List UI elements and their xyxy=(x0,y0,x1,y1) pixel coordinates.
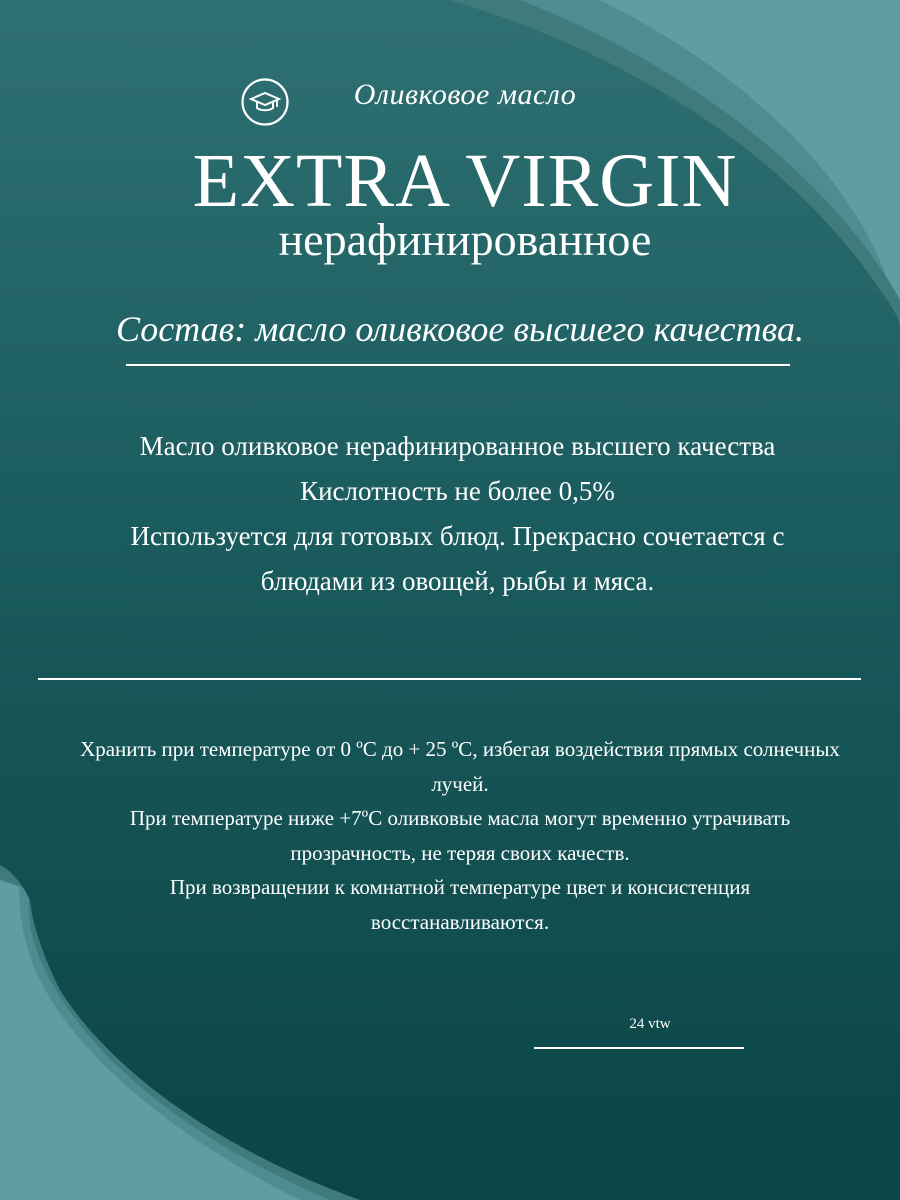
storage-instructions xyxy=(80,732,840,939)
storage-line: При возвращении к комнатной температуре цвет и консистенция восстанавливаются. xyxy=(169,875,751,934)
description-line: Используется для готовых блюд. Прекрасно сочетается с блюдами из овощей, рыбы и мяса. xyxy=(130,521,785,596)
product-type: Оливковое масло xyxy=(353,78,577,111)
page-subtitle: нерафинированное xyxy=(278,214,652,265)
graduation-cap-icon xyxy=(241,78,289,126)
description-block xyxy=(90,424,825,604)
description-line: Масло оливковое нерафинированное высшего качества xyxy=(139,431,776,461)
composition-text: Состав: масло оливковое высшего качества. xyxy=(115,309,805,349)
divider-top xyxy=(126,364,790,366)
description-line: Кислотность не более 0,5% xyxy=(300,476,615,506)
storage-line: Хранить при температуре от 0 ºС до + 25 ºС, избегая воздействия прямых солнечных лучей. xyxy=(80,737,840,796)
divider-bottom xyxy=(534,1047,744,1049)
divider-middle xyxy=(38,678,861,680)
storage-line: При температуре ниже +7ºС оливковые масла могут временно утрачивать прозрачность, не теряя своих качеств. xyxy=(129,806,791,865)
page-title: EXTRA VIRGIN xyxy=(192,139,738,223)
footer-tag: 24 vtw xyxy=(629,1016,671,1032)
